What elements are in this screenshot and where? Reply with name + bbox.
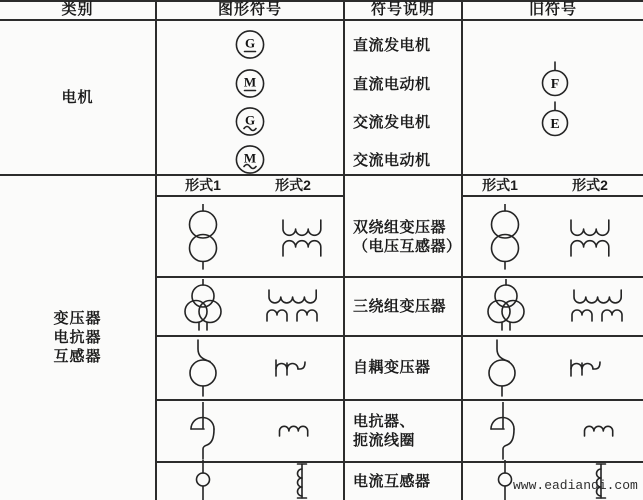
- old-machine-symbol-top: [540, 61, 570, 103]
- old-two-winding-transformer-form2-icon: [566, 218, 614, 258]
- old-letter: E: [550, 117, 560, 132]
- desc-dc-generator: 直流发电机: [353, 36, 431, 54]
- choke-coil-form2-icon: [277, 422, 309, 438]
- header-old-symbol: 旧符号: [528, 1, 577, 18]
- desc-reactor: [345, 400, 469, 461]
- old-autotransformer-form1-icon: [482, 339, 522, 397]
- desc-current-transformer: 电流互感器: [353, 472, 431, 490]
- old-three-winding-transformer-form2-icon: [568, 288, 628, 324]
- subheader-form2-old: 形式2: [572, 177, 608, 193]
- old-choke-coil-form2-icon: [582, 422, 614, 438]
- category-transformer: [0, 175, 155, 500]
- three-winding-transformer-form1-icon: [179, 279, 227, 334]
- old-letter: F: [550, 77, 560, 92]
- header-symbol-description: 符号说明: [370, 1, 435, 18]
- desc-line: （电压互感器）: [353, 237, 462, 255]
- reactor-form1-icon: [182, 402, 222, 460]
- old-machine-symbol-bottom: [540, 101, 570, 143]
- category-line: 变压器: [53, 310, 102, 327]
- three-winding-transformer-form2-icon: [263, 288, 323, 324]
- subheader-divider-new: [156, 195, 344, 197]
- column-divider-1: [155, 0, 157, 500]
- old-current-transformer-form1-icon: [497, 460, 513, 500]
- desc-autotransformer: 自耦变压器: [353, 359, 431, 376]
- category-line: 互感器: [53, 348, 102, 365]
- old-three-winding-transformer-form1-icon: [482, 279, 530, 334]
- subheader-form2-new: 形式2: [275, 177, 311, 193]
- generator-letter: G: [244, 35, 256, 51]
- watermark: www.eadianqi.com: [513, 478, 638, 493]
- autotransformer-form2-icon: [271, 355, 315, 381]
- subheader-divider-old: [462, 195, 643, 197]
- old-two-winding-transformer-form1-icon: [487, 204, 523, 270]
- autotransformer-form1-icon: [183, 339, 223, 397]
- current-transformer-form1-icon: [195, 460, 211, 500]
- ac-motor-symbol: [233, 143, 267, 177]
- category-motor: 电机: [61, 89, 94, 106]
- desc-dc-motor: 直流电动机: [353, 75, 431, 93]
- category-line: 电抗器: [53, 329, 102, 346]
- motor-letter: M: [243, 74, 257, 90]
- subheader-form1-old: 形式1: [482, 177, 518, 193]
- two-winding-transformer-form1-icon: [185, 204, 221, 270]
- old-reactor-form1-icon: [482, 402, 522, 460]
- desc-line: 电抗器、: [353, 412, 416, 430]
- header-graphic-symbol: 图形符号: [217, 1, 282, 18]
- two-winding-transformer-form2-icon: [278, 218, 326, 258]
- desc-line: 扼流线圈: [353, 431, 416, 449]
- old-autotransformer-form2-icon: [566, 355, 610, 381]
- desc-ac-motor: 交流电动机: [353, 151, 431, 169]
- current-transformer-form2-icon: [288, 461, 310, 500]
- desc-double-winding: [345, 197, 469, 276]
- desc-three-winding: 三绕组变压器: [353, 297, 447, 315]
- ac-generator-symbol: [233, 105, 267, 139]
- subheader-form1-new: 形式1: [185, 177, 221, 193]
- desc-ac-generator: 交流发电机: [353, 113, 431, 131]
- dc-motor-symbol: [233, 67, 267, 101]
- generator-letter: G: [244, 112, 256, 128]
- header-category: 类别: [61, 1, 94, 18]
- motor-letter: M: [243, 150, 257, 166]
- dc-generator-symbol: [233, 28, 267, 62]
- desc-line: 双绕组变压器: [353, 218, 447, 236]
